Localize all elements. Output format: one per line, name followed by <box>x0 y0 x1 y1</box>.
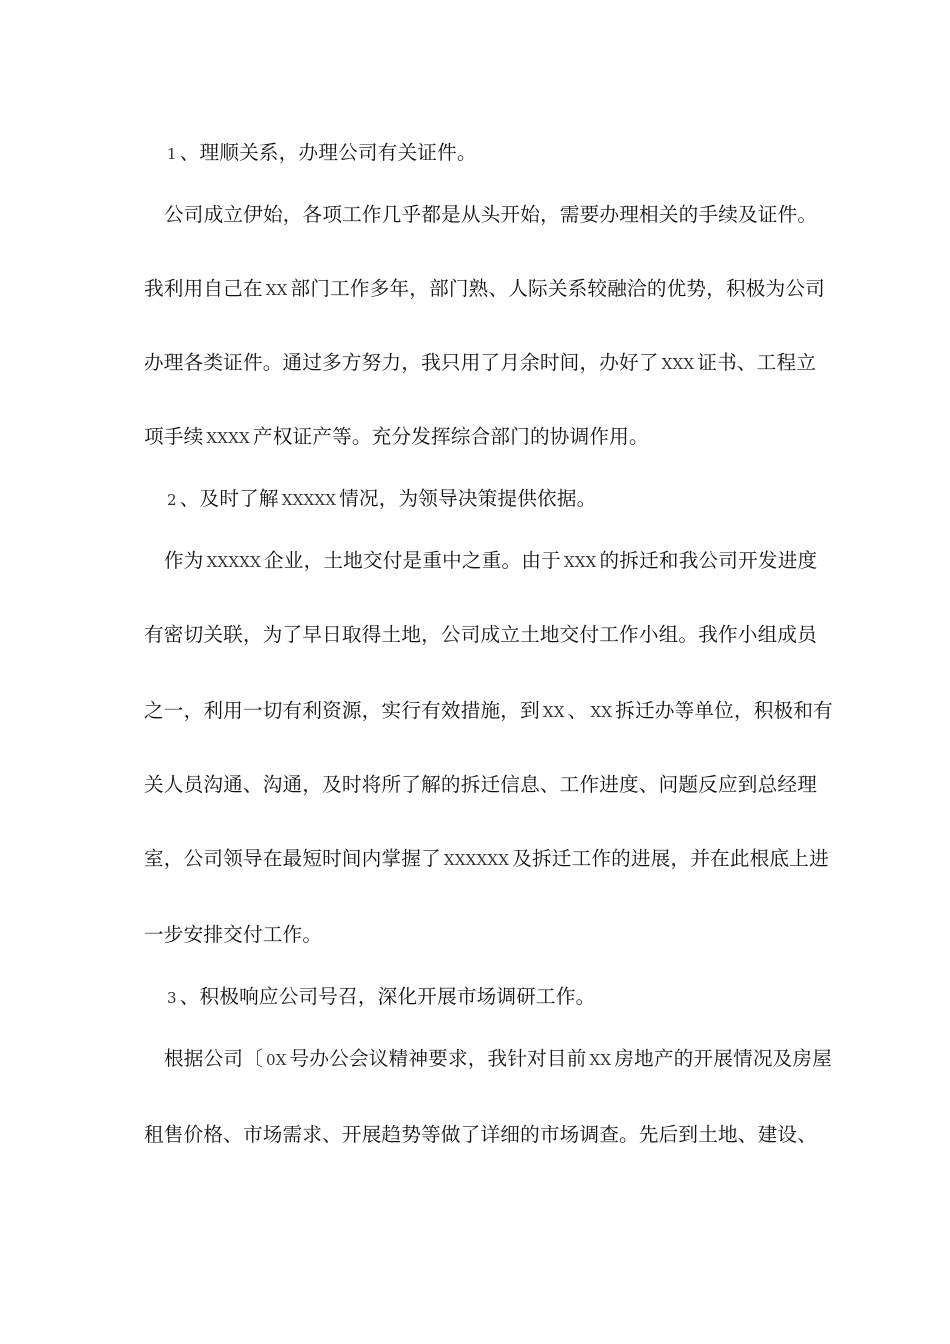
text-segment-ascii: XXX <box>563 553 597 571</box>
text-segment-ascii: XX <box>542 703 565 721</box>
paragraph-1-line-2 <box>144 276 825 302</box>
text-segment: 、理顺关系，办理公司有关证件。 <box>179 141 477 164</box>
text-segment: 作为 <box>164 549 204 572</box>
text-segment-ascii: 0X <box>265 1051 287 1069</box>
text-segment: 房地产的开展情况及房屋 <box>614 1047 832 1070</box>
heading-number: 2 <box>167 491 177 509</box>
paragraph-2-line-2 <box>144 622 817 648</box>
text-segment: 室，公司领导在最短时间内掌握了 <box>144 847 441 870</box>
text-segment: 号办公会议精神要求，我针对目前 <box>289 1047 587 1070</box>
text-segment: 关人员沟通、沟通，及时将所了解的拆迁信息、工作进度、问题反应到总经理 <box>144 773 817 796</box>
text-segment: 之一，利用一切有利资源，实行有效措施，到 <box>144 699 540 722</box>
paragraph-2-line-5 <box>144 846 829 872</box>
text-segment: 根据公司〔 <box>164 1047 263 1070</box>
text-segment: 部门工作多年，部门熟、人际关系较融洽的优势，积极为公司 <box>290 277 825 300</box>
paragraph-1-line-4 <box>144 424 649 450</box>
paragraph-3-line-2 <box>144 1122 817 1148</box>
text-segment-ascii: XXXX <box>206 429 250 447</box>
text-segment: 的拆迁和我公司开发进度 <box>599 549 818 572</box>
text-segment: 一步安排交付工作。 <box>144 923 323 946</box>
text-segment: 情况，为领导决策提供依据。 <box>339 487 597 510</box>
text-segment: 拆迁办等单位，积极和有 <box>615 699 833 722</box>
text-segment: 、积极响应公司号召，深化开展市场调研工作。 <box>179 985 596 1008</box>
paragraph-1-line-3 <box>144 350 816 376</box>
text-segment-ascii: XXX <box>661 355 695 373</box>
text-segment-ascii: XX <box>590 703 613 721</box>
paragraph-2-line-6 <box>144 922 322 948</box>
text-segment-ascii: XXXXXX <box>443 851 510 869</box>
text-segment: 办理各类证件。通过多方努力，我只用了月余时间，办好了 <box>144 351 659 374</box>
text-segment-ascii: XX <box>265 281 288 299</box>
text-segment: 及拆迁工作的进展，并在此根底上进 <box>512 847 829 870</box>
heading-number: 1 <box>167 145 177 163</box>
heading-3 <box>164 984 595 1010</box>
paragraph-2-line-3 <box>144 698 833 724</box>
text-segment: 、 <box>567 699 588 722</box>
text-segment: 产权证产等。充分发挥综合部门的协调作用。 <box>252 425 649 448</box>
text-segment: 证书、工程立 <box>697 351 817 374</box>
text-segment: 租售价格、市场需求、开展趋势等做了详细的市场调查。先后到土地、建设、 <box>144 1123 817 1146</box>
paragraph-2-line-4 <box>144 772 817 798</box>
text-segment: 我利用自己在 <box>144 277 263 300</box>
text-segment-ascii: XXXXX <box>281 491 337 509</box>
text-segment: 、及时了解 <box>179 487 279 510</box>
text-segment: 项手续 <box>144 425 204 448</box>
paragraph-3-line-1 <box>164 1046 832 1072</box>
heading-number: 3 <box>167 989 177 1007</box>
text-segment-ascii: XXXXX <box>206 553 261 571</box>
paragraph-1-line-1 <box>164 202 817 228</box>
text-segment-ascii: XX <box>589 1051 612 1069</box>
heading-2 <box>164 486 596 512</box>
heading-1 <box>164 140 477 166</box>
text-segment: 企业，土地交付是重中之重。由于 <box>264 549 561 572</box>
text-segment: 公司成立伊始，各项工作几乎都是从头开始，需要办理相关的手续及证件。 <box>164 203 818 226</box>
text-segment: 有密切关联，为了早日取得土地，公司成立土地交付工作小组。我作小组成员 <box>144 623 817 646</box>
paragraph-2-line-1 <box>164 548 817 574</box>
